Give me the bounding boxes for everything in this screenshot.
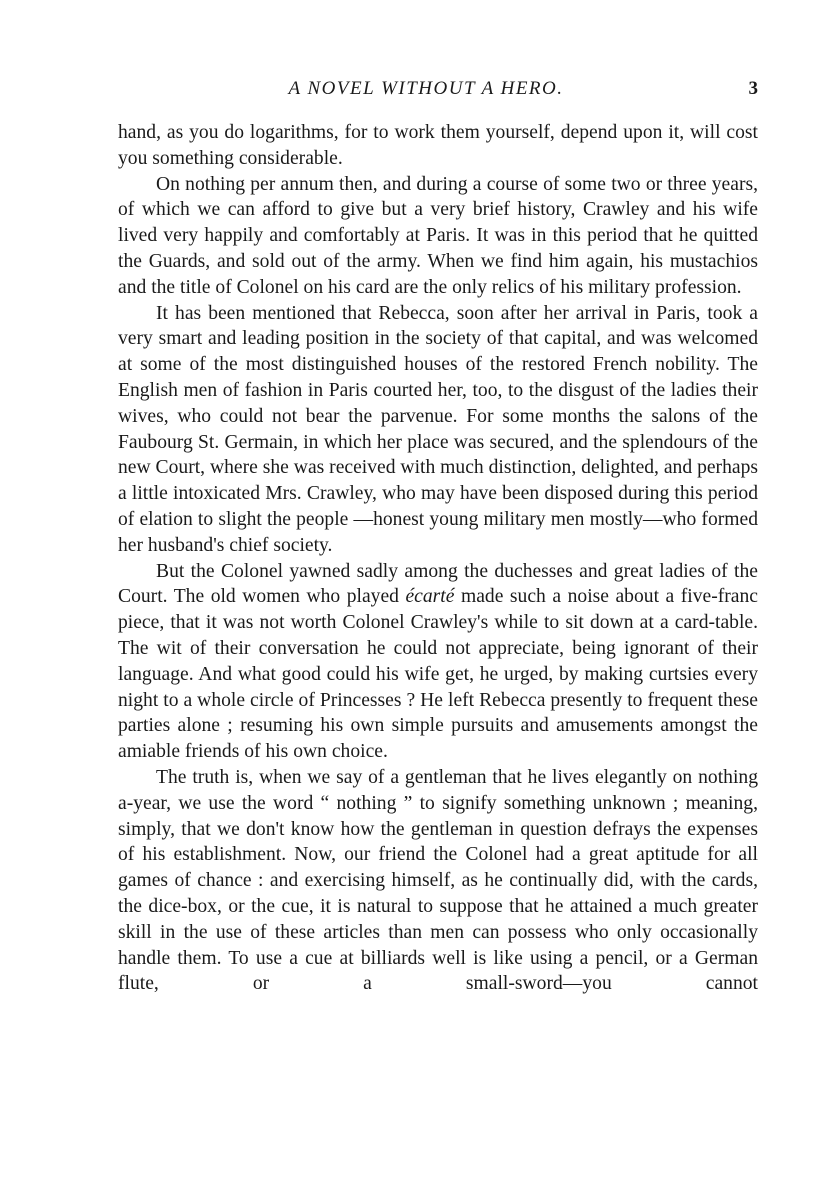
paragraph-4-text-after: made such a noise about a five-franc piece, that it was not worth Colonel Crawley's while to sit down at a card-table. The wit of their conversation he could not appreciate, being ignorant of their language. And what good could his wife get, he urged, by making curtsies every night to a whole circle of Princesses ? He left Rebecca presently to frequent these parties alone ; resuming his own simple pursuits and amusements amongst the amiable friends of his own choice. — [118, 586, 758, 763]
page-number: 3 — [748, 78, 758, 99]
paragraph-4 — [118, 559, 758, 765]
book-page — [118, 78, 758, 997]
running-title: A NOVEL WITHOUT A HERO. — [288, 78, 564, 99]
paragraph-2: On nothing per annum then, and during a course of some two or three years, of which we can afford to give but a very brief history, Crawley and his wife lived very happily and comfortably at Paris. It was in this period that he quitted the Guards, and sold out of the army. When we find him again, his mustachios and the title of Colonel on his card are the only relics of his military profession. — [118, 173, 758, 298]
paragraph-5: The truth is, when we say of a gentleman that he lives elegantly on nothing a-year, we use the word “ nothing ” to signify something unknown ; meaning, simply, that we don't know how the gentleman in question defrays the expenses of his establishment. Now, our friend the Colonel had a great aptitude for all games of chance : and exercising himself, as he continually did, with the cards, the dice-box, or the cue, it is natural to suppose that he attained a much greater skill in the use of these articles than men can possess who only occasionally handle them. To use a cue at billiards well is like using a pencil, or a German flute, or a small-sword—you cannot — [118, 766, 758, 995]
paragraph-1: hand, as you do logarithms, for to work them yourself, depend upon it, will cost you something considerable. — [118, 122, 758, 169]
paragraph-4-text-before: But the Colonel yawned sadly among the duchesses and great ladies of the Court. The old women who played — [118, 560, 758, 608]
page-body — [118, 120, 758, 997]
paragraph-3: It has been mentioned that Rebecca, soon after her arrival in Paris, took a very smart and leading position in the society of that capital, and was welcomed at some of the most distinguished houses of the restored French nobility. The English men of fashion in Paris courted her, too, to the disgust of the ladies their wives, who could not bear the parvenue. For some months the salons of the Faubourg St. Germain, in which her place was secured, and the splendours of the new Court, where she was received with much distinction, delighted, and perhaps a little intoxicated Mrs. Crawley, who may have been disposed during this period of elation to slight the people —honest young military men mostly—who formed her husband's chief society. — [118, 302, 758, 556]
paragraph-4-italic-word: écarté — [405, 586, 455, 608]
running-header — [118, 78, 758, 106]
